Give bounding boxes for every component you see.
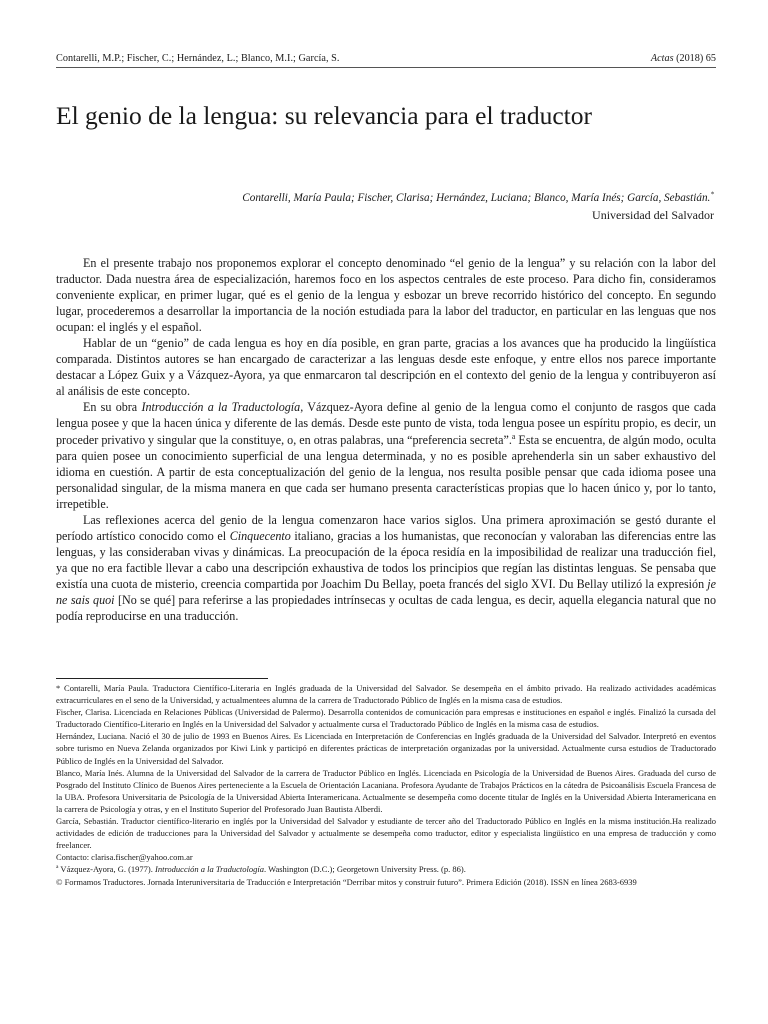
ref-text-a: Vázquez-Ayora, G. (1977). xyxy=(58,864,155,875)
paragraph-4 xyxy=(56,512,716,624)
footnote-blanco: Blanco, María Inés. Alumna de la Universidad del Salvador de la carrera de Traductor Público en Inglés. Licenciada en Psicología de la Universidad de Buenos Aires. Graduada del curso de Posgrado del Instituto Clínico de Buenos Aires perteneciente a la Escuela de Orientación Lacaniana. Profesora Ayudante de Trabajos Prácticos en la cátedra de Psicoanálisis Escuela Francesa de la UBA. Profesora Universitaria de Psicología de la Universidad Abierta Interamericana. Actualmente se desempeña como docente titular de Inglés en la Universidad Abierta Interamericana en la carrera de Psicología y otras, y en el Instituto Superior del Profesorado Juan Bautista Alberdi. xyxy=(56,767,716,814)
p3-text-c: Esta se encuentra, de algún modo, oculta para quien posee un conocimiento superficial de una lengua determinada, y no es posible aprehenderla sin un saber exhaustivo del idioma en cuestión. A partir de esta conceptualización del genio de la lengua, nos resulta posible pensar que cada idioma posee una personalidad singular, de la misma manera en que cada ser humano presenta características propias que lo hacen único y, por lo tanto, irrepetible. xyxy=(56,432,716,511)
paper-title: El genio de la lengua: su relevancia para el traductor xyxy=(56,101,592,130)
ref-book-title: Introducción a la Traductología xyxy=(155,864,265,875)
journal-name: Actas xyxy=(650,52,674,64)
author-footnote-mark: * xyxy=(710,190,714,199)
p4-text-a: Las reflexiones acerca del genio de la lengua comenzaron hace varios siglos. Una primera aproximación se gestó durante el período artístico conocido como el xyxy=(56,512,716,543)
year-page: (2018) 65 xyxy=(676,52,716,64)
cinquecento-term: Cinquecento xyxy=(229,528,291,543)
je-ne-sais-quoi-term: je ne sais quoi xyxy=(56,576,716,607)
p4-text-b: italiano, gracias a los humanistas, que reconocían y valoraban las diferencias entre las lenguas, y las consideraban vivas y dinámicas. La preocupación de la época residía en la imposibilidad de realizar una traducción fiel, ya que no era factible llevar a cabo una descripción exhaustiva de todos los principios que regían las distintas lenguas. Se pensaba que existía una cuota de misterio, creencia compartida por Joachim Du Bellay, poeta francés del siglo XVI. Du Bellay utilizó la expresión xyxy=(56,528,716,591)
footnotes xyxy=(56,682,716,888)
paragraph-2: Hablar de un “genio” de cada lengua es hoy en día posible, en gran parte, gracias a los avances que ha producido la lingüística comparada. Distintos autores se han encargado de caracterizar a las lenguas desde este enfoque, y entre ellos nos parece importante destacar a López Guix y a Vázquez-Ayora, ya que enmarcaron tal descripción en el contexto del genio de la lengua y contribuyeron así al análisis de este concepto. xyxy=(56,336,716,399)
header-journal xyxy=(651,53,716,64)
book-title: Introducción a la Traductología xyxy=(141,400,301,415)
author-list xyxy=(180,190,714,207)
author-names: Contarelli, María Paula; Fischer, Clarisa; Hernández, Luciana; Blanco, María Inés; García, Sebastián. xyxy=(242,192,711,204)
footnote-contarelli: * Contarelli, María Paula. Traductora Científico-Literaria en Inglés graduada de la Universidad del Salvador. Se desempeña en el ámbito privado. Ha realizado actividades académicas extracurriculares en el seno de la Universidad, y actualmentees alumna de la carrera de Traductorado Público de Inglés en la misma casa de estudios. xyxy=(56,683,716,706)
body-text xyxy=(56,255,716,624)
footnote-hernandez: Hernández, Luciana. Nació el 30 de julio de 1993 en Buenos Aires. Es Licenciada en Interpretación de Conferencias en Inglés graduada de la Universidad del Salvador. Interpretó en eventos sobre turismo en Nueva Zelanda organizados por Kiwi Link y participó en diferentes prácticas de interpretación organizadas por la universidad. Actualmente cursa estudios de Traductorado Público de Inglés en la Universidad del Salvador. xyxy=(56,731,716,766)
running-header xyxy=(56,50,716,66)
header-authors: Contarelli, M.P.; Fischer, C.; Hernández, L.; Blanco, M.I.; García, S. xyxy=(56,52,340,64)
footnote-garcia: García, Sebastián. Traductor científico-literario en inglés por la Universidad del Salvador y estudiante de tercer año del Traductorado Público en Inglés en la misma institución.Ha realizado actividades de edición de traducciones para la Universidad del Salvador y actualmente se desempeña como traductor, editor y especialista lingüístico en una empresa de traducción y como freelancer. xyxy=(56,816,716,851)
header-rule xyxy=(56,67,716,68)
copyright-notice: © Formamos Traductores. Jornada Interuniversitaria de Traducción e Interpretación “Derribar mitos y construir futuro”. Primera Edición (2018). ISSN en línea 2683-6939 xyxy=(56,876,637,887)
paragraph-1: En el presente trabajo nos proponemos explorar el concepto denominado “el genio de la lengua” y su relación con la labor del traductor. Dada nuestra área de especialización, haremos foco en los aspectos centrales de este proceso. Para dicho fin, consideramos conveniente explicar, en primer lugar, qué es el genio de la lengua y esbozar un breve recorrido histórico del concepto. En segundo lugar, procederemos a desarrollar la importancia de la noción estudiada para la labor del traductor, en particular en las lenguas que nos ocupan: el inglés y el español. xyxy=(56,256,716,335)
paragraph-3 xyxy=(56,399,716,511)
footnote-ref: a xyxy=(511,431,516,441)
ref-text-b: . Washington (D.C.); Georgetown University Press. (p. 86). xyxy=(264,864,466,875)
p4-text-c: [No se qué] para referirse a las propiedades intrínsecas y ocultas de cada lengua, es decir, aquella elegancia natural que no podía reproducirse en una traducción. xyxy=(56,592,716,624)
p3-text-b: , Vázquez-Ayora define al genio de la lengua como el conjunto de rasgos que cada lengua posee y que la hacen única y diferente de las demás. Desde este punto de vista, toda lengua posee un espíritu propio, es decir, un proceder privativo y singular que la constituye, o, en otras palabras, una “preferencia secreta”. xyxy=(56,400,717,447)
p3-text-a: En su obra xyxy=(83,400,142,415)
footnote-ref-mark: a xyxy=(56,864,59,871)
footnote-reference xyxy=(56,863,716,875)
footnote-fischer: Fischer, Clarisa. Licenciada en Relaciones Públicas (Universidad de Palermo). Desarrolla contenidos de comunicación para empresas e instituciones en español e inglés. Finalizó la cursada del Traductorado Científico-Literario en Inglés en la Universidad del Salvador y actualmente cursa el Traductorado Público de Inglés en la misma casa de estudios. xyxy=(56,707,716,730)
footnote-contact: Contacto: clarisa.fischer@yahoo.com.ar xyxy=(56,852,193,863)
footnote-rule xyxy=(56,678,268,679)
affiliation: Universidad del Salvador xyxy=(592,208,714,222)
